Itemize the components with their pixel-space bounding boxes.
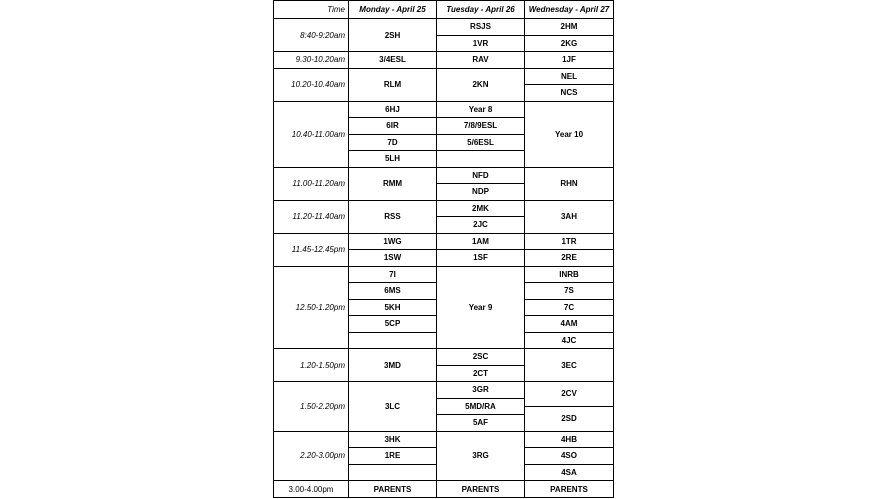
tuesday-class-cell: 5MD/RA <box>437 399 525 416</box>
monday-class-cell: RMM <box>349 168 437 201</box>
monday-class-cell: 5KH <box>349 300 437 317</box>
tuesday-class-cell: 5/6ESL <box>437 135 525 152</box>
time-slot-label: 3.00-4.00pm <box>274 481 349 497</box>
monday-class-cell: 3MD <box>349 349 437 382</box>
header-time: Time <box>274 1 349 19</box>
wednesday-class-cell: 1TR <box>525 234 613 251</box>
tuesday-class-cell: 3RG <box>437 432 525 482</box>
tuesday-class-cell: 2CT <box>437 366 525 383</box>
monday-class-cell: 1RE <box>349 448 437 465</box>
wednesday-class-cell: 2CV <box>525 382 613 407</box>
monday-class-cell: 3/4ESL <box>349 52 437 69</box>
header-tuesday: Tuesday - April 26 <box>437 1 525 19</box>
time-slot-label: 10.20-10.40am <box>274 69 349 102</box>
wednesday-class-cell: 4AM <box>525 316 613 333</box>
tuesday-class-cell: 5AF <box>437 415 525 432</box>
wednesday-class-cell: NEL <box>525 69 613 86</box>
wednesday-class-cell: RHN <box>525 168 613 201</box>
monday-class-cell <box>349 333 437 350</box>
tuesday-class-cell: NDP <box>437 184 525 201</box>
tuesday-class-cell: 2MK <box>437 201 525 218</box>
monday-class-cell: RLM <box>349 69 437 102</box>
monday-class-cell: 5LH <box>349 151 437 168</box>
monday-class-cell: 7D <box>349 135 437 152</box>
monday-class-cell: 6HJ <box>349 102 437 119</box>
time-slot-label: 11.20-11.40am <box>274 201 349 234</box>
monday-class-cell: 5CP <box>349 316 437 333</box>
monday-class-cell: PARENTS <box>349 481 437 497</box>
time-slot-label: 10.40-11.00am <box>274 102 349 168</box>
wednesday-class-cell: 4SO <box>525 448 613 465</box>
tuesday-class-cell: 1VR <box>437 36 525 53</box>
tuesday-class-cell: 1SF <box>437 250 525 267</box>
time-slot-label: 9.30-10.20am <box>274 52 349 69</box>
tuesday-class-cell: 3GR <box>437 382 525 399</box>
wednesday-class-cell: 2KG <box>525 36 613 53</box>
monday-class-cell: 3LC <box>349 382 437 432</box>
tuesday-class-cell: 2KN <box>437 69 525 102</box>
time-slot-label: 8:40-9:20am <box>274 19 349 52</box>
wednesday-class-cell: 4HB <box>525 432 613 449</box>
monday-class-cell: 1WG <box>349 234 437 251</box>
tuesday-class-cell: RAV <box>437 52 525 69</box>
time-slot-label: 1.20-1.50pm <box>274 349 349 382</box>
monday-class-cell: RSS <box>349 201 437 234</box>
time-slot-label: 2.20-3.00pm <box>274 432 349 482</box>
monday-class-cell: 6MS <box>349 283 437 300</box>
wednesday-class-cell: 4SA <box>525 465 613 482</box>
wednesday-class-cell: 2HM <box>525 19 613 36</box>
wednesday-class-cell: Year 10 <box>525 102 613 168</box>
wednesday-class-cell: INRB <box>525 267 613 284</box>
monday-class-cell <box>349 465 437 482</box>
time-slot-label: 11.00-11.20am <box>274 168 349 201</box>
tuesday-class-cell <box>437 151 525 168</box>
wednesday-class-cell: 4JC <box>525 333 613 350</box>
tuesday-class-cell: PARENTS <box>437 481 525 497</box>
monday-class-cell: 1SW <box>349 250 437 267</box>
wednesday-class-cell: 3EC <box>525 349 613 382</box>
monday-class-cell: 6IR <box>349 118 437 135</box>
tuesday-class-cell: 7/8/9ESL <box>437 118 525 135</box>
monday-class-cell: 2SH <box>349 19 437 52</box>
monday-class-cell: 7I <box>349 267 437 284</box>
interview-schedule-table <box>273 0 614 498</box>
header-monday: Monday - April 25 <box>349 1 437 19</box>
tuesday-class-cell: 1AM <box>437 234 525 251</box>
tuesday-class-cell: RSJS <box>437 19 525 36</box>
wednesday-class-cell: NCS <box>525 85 613 102</box>
tuesday-class-cell: 2SC <box>437 349 525 366</box>
wednesday-class-cell: 1JF <box>525 52 613 69</box>
monday-class-cell: 3HK <box>349 432 437 449</box>
tuesday-class-cell: NFD <box>437 168 525 185</box>
header-wednesday: Wednesday - April 27 <box>525 1 613 19</box>
time-slot-label: 1.50-2.20pm <box>274 382 349 432</box>
tuesday-class-cell: Year 8 <box>437 102 525 119</box>
wednesday-class-cell: PARENTS <box>525 481 613 497</box>
wednesday-class-cell: 7S <box>525 283 613 300</box>
wednesday-class-cell: 7C <box>525 300 613 317</box>
tuesday-class-cell: Year 9 <box>437 267 525 350</box>
tuesday-class-cell: 2JC <box>437 217 525 234</box>
time-slot-label: 11.45-12.45pm <box>274 234 349 267</box>
wednesday-class-cell: 2SD <box>525 407 613 432</box>
time-slot-label: 12.50-1.20pm <box>274 267 349 350</box>
wednesday-class-cell: 3AH <box>525 201 613 234</box>
wednesday-class-cell: 2RE <box>525 250 613 267</box>
